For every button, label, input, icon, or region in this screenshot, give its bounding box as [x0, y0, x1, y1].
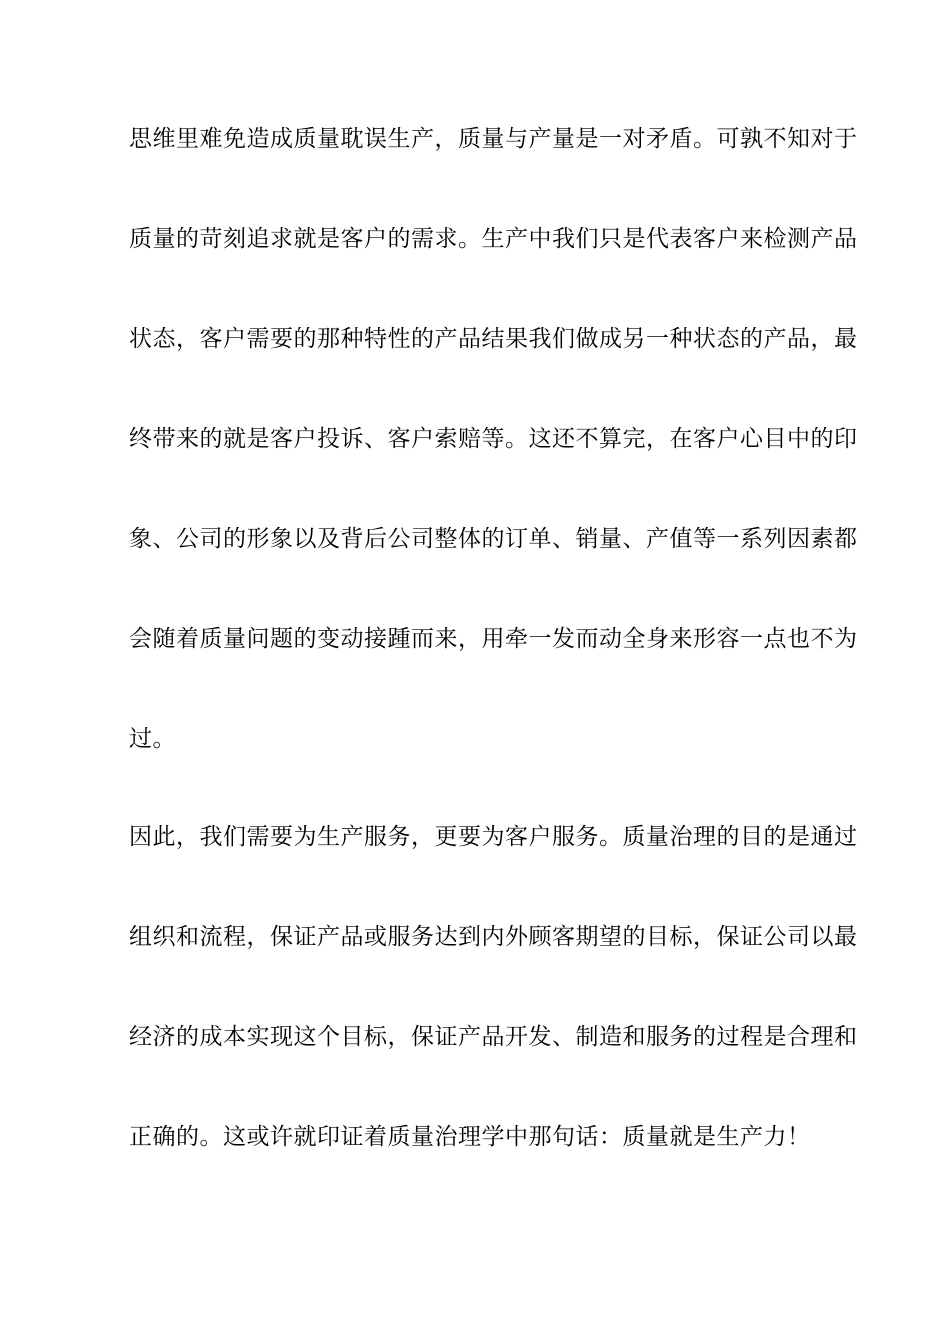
paragraph-line: 正确的。这或许就印证着质量治理学中那句话：质量就是生产力！ [129, 1124, 811, 1150]
paragraph-line: 会随着质量问题的变动接踵而来，用牵一发而动全身来形容一点也不为 [129, 626, 858, 652]
paragraph-line: 组织和流程，保证产品或服务达到内外顾客期望的目标，保证公司以最 [129, 924, 858, 950]
paragraph-line: 状态，客户需要的那种特性的产品结果我们做成另一种状态的产品，最 [129, 326, 858, 352]
paragraph-line: 思维里难免造成质量耽误生产，质量与产量是一对矛盾。可孰不知对于 [129, 126, 858, 152]
paragraph-line: 质量的苛刻追求就是客户的需求。生产中我们只是代表客户来检测产品 [129, 226, 858, 252]
paragraph-line: 终带来的就是客户投诉、客户索赔等。这还不算完，在客户心目中的印 [129, 426, 858, 452]
paragraph-line: 因此，我们需要为生产服务，更要为客户服务。质量治理的目的是通过 [129, 824, 858, 850]
paragraph-line: 象、公司的形象以及背后公司整体的订单、销量、产值等一系列因素都 [129, 526, 858, 552]
paragraph-line: 过。 [129, 726, 176, 752]
paragraph-line: 经济的成本实现这个目标，保证产品开发、制造和服务的过程是合理和 [129, 1024, 858, 1050]
